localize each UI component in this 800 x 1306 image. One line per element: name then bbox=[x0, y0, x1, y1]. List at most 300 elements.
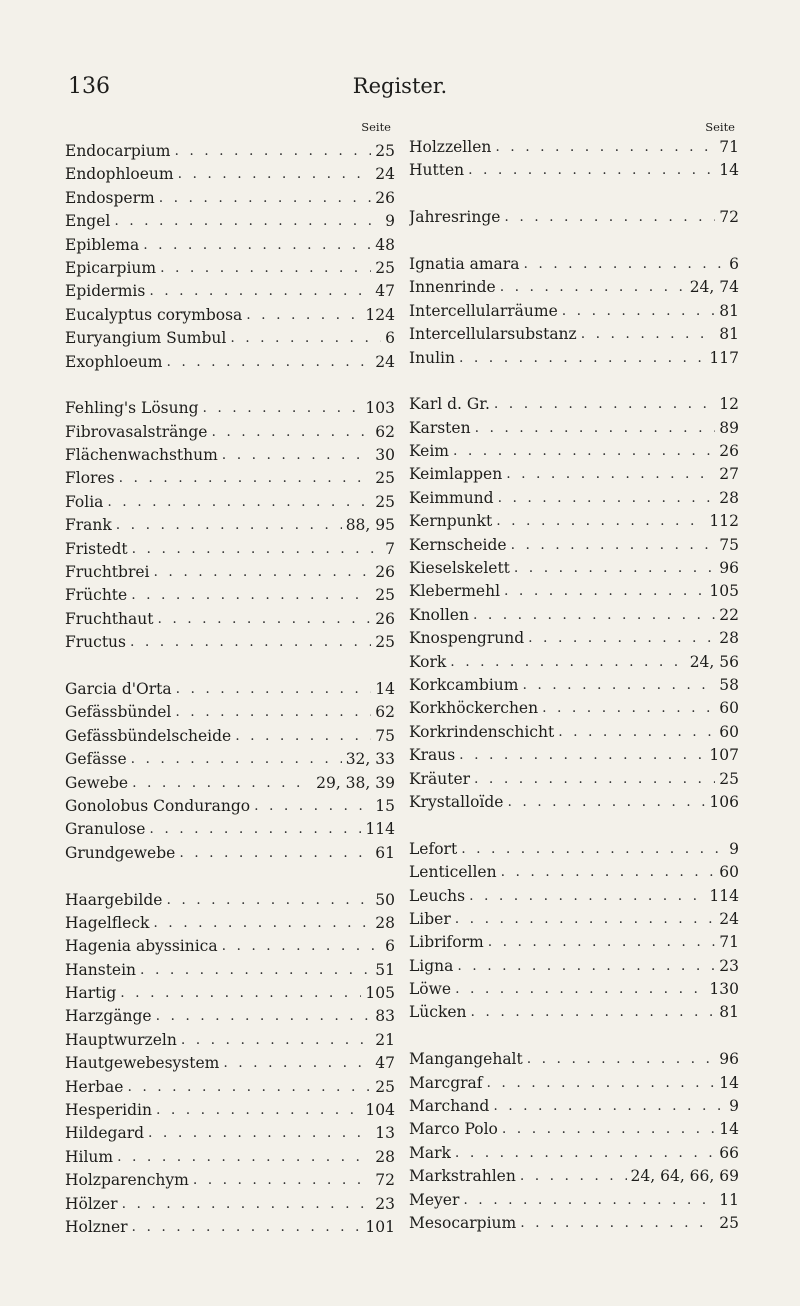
page-reference: 62 bbox=[375, 422, 395, 441]
group-spacer bbox=[409, 814, 739, 837]
page-reference: 83 bbox=[375, 1007, 395, 1026]
index-term: Exophloeum bbox=[65, 352, 163, 371]
index-term: Hartig bbox=[65, 984, 117, 1003]
index-term: Krystalloïde bbox=[409, 792, 504, 811]
index-term: Mangangehalt bbox=[409, 1050, 523, 1069]
index-entry bbox=[65, 491, 395, 514]
page-reference: 104 bbox=[365, 1101, 395, 1120]
index-entry bbox=[409, 978, 739, 1001]
dot-leader bbox=[469, 604, 715, 627]
index-term: Mark bbox=[409, 1143, 451, 1162]
index-term: Mesocarpium bbox=[409, 1213, 517, 1232]
index-entry bbox=[409, 674, 739, 697]
dot-leader bbox=[471, 417, 716, 440]
dot-leader bbox=[470, 768, 715, 791]
dot-leader bbox=[455, 347, 705, 370]
index-term: Hildegard bbox=[65, 1124, 145, 1143]
index-entry bbox=[65, 959, 395, 982]
index-entry bbox=[409, 253, 739, 276]
dot-leader bbox=[518, 674, 715, 697]
page-reference: 114 bbox=[709, 886, 739, 905]
dot-leader bbox=[483, 1072, 716, 1095]
dot-leader bbox=[145, 818, 361, 841]
dot-leader bbox=[128, 1216, 362, 1239]
dot-leader bbox=[153, 608, 371, 631]
index-entry bbox=[65, 842, 395, 865]
index-term: Liber bbox=[409, 909, 451, 928]
index-entry bbox=[65, 748, 395, 771]
index-entry bbox=[65, 1122, 395, 1145]
index-entry bbox=[65, 467, 395, 490]
index-term: Korkhöckerchen bbox=[409, 699, 539, 718]
index-term: Herbae bbox=[65, 1077, 124, 1096]
page-reference: 24 bbox=[375, 165, 395, 184]
index-term: Kräuter bbox=[409, 769, 471, 788]
page-reference: 21 bbox=[375, 1030, 395, 1049]
index-term: Granulose bbox=[65, 820, 146, 839]
dot-leader bbox=[467, 1001, 716, 1024]
index-entry bbox=[65, 912, 395, 935]
dot-leader bbox=[115, 467, 372, 490]
index-entry bbox=[65, 795, 395, 818]
index-entry bbox=[409, 206, 739, 229]
index-entry bbox=[409, 627, 739, 650]
page-reference: 13 bbox=[375, 1124, 395, 1143]
index-entry bbox=[409, 417, 739, 440]
index-term: Markstrahlen bbox=[409, 1167, 516, 1186]
page-reference: 23 bbox=[375, 1194, 395, 1213]
page-reference: 112 bbox=[709, 512, 739, 531]
dot-leader bbox=[250, 795, 371, 818]
dot-leader bbox=[127, 748, 342, 771]
index-entry bbox=[65, 631, 395, 654]
page-reference: 25 bbox=[719, 769, 739, 788]
index-term: Meyer bbox=[409, 1190, 460, 1209]
index-term: Kraus bbox=[409, 746, 456, 765]
index-term: Fruchtbrei bbox=[65, 563, 150, 582]
dot-leader bbox=[171, 701, 371, 724]
index-entry bbox=[65, 397, 395, 420]
dot-leader bbox=[103, 491, 371, 514]
index-entry bbox=[65, 187, 395, 210]
page-reference: 22 bbox=[719, 605, 739, 624]
page-reference: 105 bbox=[365, 984, 395, 1003]
index-term: Keimmund bbox=[409, 488, 494, 507]
index-term: Gefässe bbox=[65, 750, 127, 769]
dot-leader bbox=[149, 912, 371, 935]
page-reference: 25 bbox=[375, 142, 395, 160]
index-entry bbox=[65, 1169, 395, 1192]
index-term: Jahresringe bbox=[409, 208, 501, 227]
index-entry bbox=[65, 163, 395, 186]
index-term: Flächenwachsthum bbox=[65, 446, 218, 465]
dot-leader bbox=[126, 631, 371, 654]
index-entry bbox=[409, 651, 739, 674]
page-reference: 14 bbox=[719, 1073, 739, 1092]
page-reference: 66 bbox=[719, 1143, 739, 1162]
index-entry bbox=[409, 1095, 739, 1118]
index-entry bbox=[409, 347, 739, 370]
index-term: Inulin bbox=[409, 348, 455, 367]
dot-leader bbox=[497, 861, 716, 884]
dot-leader bbox=[538, 697, 715, 720]
dot-leader bbox=[150, 561, 372, 584]
index-entry bbox=[409, 885, 739, 908]
dot-leader bbox=[453, 955, 715, 978]
index-entry bbox=[409, 557, 739, 580]
page-number: 136 bbox=[68, 74, 110, 99]
group-spacer bbox=[65, 655, 395, 678]
index-entry bbox=[409, 744, 739, 767]
page-reference: 72 bbox=[719, 208, 739, 227]
index-term: Gewebe bbox=[65, 773, 129, 792]
index-entry bbox=[65, 1193, 395, 1216]
index-term: Folia bbox=[65, 492, 104, 511]
index-term: Fibrovasalstränge bbox=[65, 422, 208, 441]
index-entry bbox=[65, 304, 395, 327]
index-entry bbox=[65, 1076, 395, 1099]
index-term: Marco Polo bbox=[409, 1120, 498, 1139]
dot-leader bbox=[123, 1076, 371, 1099]
index-term: Innenrinde bbox=[409, 278, 496, 297]
index-term: Engel bbox=[65, 212, 111, 231]
index-term: Kieselskelett bbox=[409, 559, 510, 578]
dot-leader bbox=[492, 510, 705, 533]
index-term: Knollen bbox=[409, 605, 469, 624]
dot-leader bbox=[127, 584, 371, 607]
page-reference: 29, 38, 39 bbox=[316, 773, 395, 792]
index-term: Gefässbündel bbox=[65, 703, 172, 722]
index-entry bbox=[65, 514, 395, 537]
page-reference: 9 bbox=[729, 839, 739, 858]
index-entry bbox=[409, 534, 739, 557]
index-term: Libriform bbox=[409, 933, 484, 952]
index-entry bbox=[65, 772, 395, 795]
index-term: Gonolobus Condurango bbox=[65, 796, 251, 815]
dot-leader bbox=[199, 397, 362, 420]
dot-leader bbox=[242, 304, 361, 327]
page-reference: 26 bbox=[375, 563, 395, 582]
index-term: Eucalyptus corymbosa bbox=[65, 305, 243, 324]
index-entry bbox=[65, 701, 395, 724]
page-reference: 48 bbox=[375, 235, 395, 254]
page-reference: 23 bbox=[719, 956, 739, 975]
index-term: Holzner bbox=[65, 1217, 128, 1236]
index-entry bbox=[409, 1072, 739, 1095]
page-reference: 25 bbox=[375, 633, 395, 652]
dot-leader bbox=[490, 393, 715, 416]
page-reference: 75 bbox=[719, 535, 739, 554]
index-term: Hölzer bbox=[65, 1194, 118, 1213]
index-term: Korkcambium bbox=[409, 675, 519, 694]
dot-leader bbox=[116, 982, 361, 1005]
index-entry bbox=[65, 1099, 395, 1122]
index-term: Intercellularräume bbox=[409, 301, 558, 320]
dot-leader bbox=[175, 842, 371, 865]
dot-leader bbox=[139, 234, 371, 257]
dot-leader bbox=[484, 931, 716, 954]
index-term: Hilum bbox=[65, 1147, 114, 1166]
index-term: Grundgewebe bbox=[65, 843, 176, 862]
dot-leader bbox=[110, 210, 381, 233]
dot-leader bbox=[524, 627, 715, 650]
index-term: Hutten bbox=[409, 161, 465, 180]
dot-leader bbox=[451, 1142, 715, 1165]
column-head-seite: Seite bbox=[361, 120, 391, 134]
dot-leader bbox=[172, 678, 372, 701]
dot-leader bbox=[523, 1048, 716, 1071]
index-term: Fructus bbox=[65, 633, 126, 652]
page-reference: 6 bbox=[729, 254, 739, 273]
index-term: Ligna bbox=[409, 956, 454, 975]
page-reference: 26 bbox=[719, 442, 739, 461]
dot-leader bbox=[558, 300, 715, 323]
dot-leader bbox=[128, 538, 381, 561]
dot-leader bbox=[113, 1146, 371, 1169]
page-reference: 60 bbox=[719, 699, 739, 718]
page-reference: 28 bbox=[375, 913, 395, 932]
dot-leader bbox=[144, 1122, 371, 1145]
dot-leader bbox=[112, 514, 342, 537]
page-reference: 60 bbox=[719, 863, 739, 882]
index-entry bbox=[409, 697, 739, 720]
dot-leader bbox=[118, 1193, 372, 1216]
index-term: Korkrindenschicht bbox=[409, 722, 555, 741]
index-entry bbox=[409, 300, 739, 323]
page-reference: 47 bbox=[375, 1054, 395, 1073]
index-entry bbox=[65, 889, 395, 912]
dot-leader bbox=[500, 580, 705, 603]
index-entry bbox=[409, 393, 739, 416]
page-reference: 107 bbox=[709, 746, 739, 765]
dot-leader bbox=[155, 187, 372, 210]
index-term: Hesperidin bbox=[65, 1101, 152, 1120]
page-reference: 28 bbox=[719, 629, 739, 648]
index-term: Marcgraf bbox=[409, 1073, 483, 1092]
index-entry bbox=[409, 463, 739, 486]
index-entry bbox=[409, 276, 739, 299]
index-entry bbox=[65, 725, 395, 748]
page-reference: 14 bbox=[719, 161, 739, 180]
index-term: Früchte bbox=[65, 586, 128, 605]
index-term: Flores bbox=[65, 469, 115, 488]
index-entry bbox=[65, 140, 395, 163]
page-reference: 12 bbox=[719, 395, 739, 414]
group-spacer bbox=[65, 374, 395, 397]
index-term: Keimlappen bbox=[409, 465, 503, 484]
page-reference: 114 bbox=[365, 820, 395, 839]
index-entry bbox=[409, 1118, 739, 1141]
page-reference: 62 bbox=[375, 703, 395, 722]
page-reference: 6 bbox=[385, 937, 395, 956]
dot-leader bbox=[519, 253, 725, 276]
index-entry bbox=[409, 1142, 739, 1165]
index-entry bbox=[65, 1146, 395, 1169]
index-entry bbox=[65, 608, 395, 631]
page-reference: 101 bbox=[365, 1217, 395, 1236]
index-entry bbox=[65, 280, 395, 303]
page-reference: 61 bbox=[375, 843, 395, 862]
index-entry bbox=[409, 580, 739, 603]
dot-leader bbox=[554, 721, 715, 744]
dot-leader bbox=[231, 725, 371, 748]
page-reference: 51 bbox=[375, 960, 395, 979]
index-entry bbox=[65, 561, 395, 584]
index-entry bbox=[409, 1165, 739, 1188]
index-term: Kork bbox=[409, 652, 447, 671]
dot-leader bbox=[451, 908, 716, 931]
page-reference: 105 bbox=[709, 582, 739, 601]
dot-leader bbox=[491, 136, 715, 159]
index-entry bbox=[409, 955, 739, 978]
page-reference: 25 bbox=[375, 258, 395, 277]
dot-leader bbox=[170, 140, 371, 163]
index-term: Klebermehl bbox=[409, 582, 501, 601]
page-reference: 25 bbox=[375, 492, 395, 511]
dot-leader bbox=[219, 1052, 371, 1075]
index-entry bbox=[409, 861, 739, 884]
index-term: Holzzellen bbox=[409, 138, 492, 156]
index-term: Keim bbox=[409, 442, 449, 461]
index-entry bbox=[65, 1005, 395, 1028]
page-reference: 11 bbox=[719, 1190, 739, 1209]
dot-leader bbox=[502, 463, 715, 486]
dot-leader bbox=[174, 163, 372, 186]
page-reference: 25 bbox=[719, 1213, 739, 1232]
index-entry bbox=[65, 1052, 395, 1075]
page-reference: 27 bbox=[719, 465, 739, 484]
index-term: Kernscheide bbox=[409, 535, 507, 554]
dot-leader bbox=[507, 534, 716, 557]
group-spacer bbox=[409, 1025, 739, 1048]
index-entry bbox=[65, 351, 395, 374]
index-term: Holzparenchym bbox=[65, 1171, 189, 1190]
page-reference: 25 bbox=[375, 586, 395, 605]
index-term: Haargebilde bbox=[65, 890, 163, 909]
index-term: Karl d. Gr. bbox=[409, 395, 490, 414]
dot-leader bbox=[177, 1029, 371, 1052]
dot-leader bbox=[496, 276, 686, 299]
index-entry bbox=[65, 234, 395, 257]
page-reference: 124 bbox=[365, 305, 395, 324]
index-entry bbox=[65, 444, 395, 467]
column-head-seite: Seite bbox=[705, 120, 735, 134]
index-entry bbox=[409, 604, 739, 627]
index-term: Euryangium Sumbul bbox=[65, 329, 227, 348]
index-entry bbox=[409, 1189, 739, 1212]
page-reference: 81 bbox=[719, 301, 739, 320]
index-entry bbox=[409, 136, 739, 159]
page-reference: 81 bbox=[719, 325, 739, 344]
index-term: Epidermis bbox=[65, 282, 146, 301]
index-term: Ignatia amara bbox=[409, 254, 520, 273]
index-term: Endosperm bbox=[65, 188, 155, 207]
page-reference: 7 bbox=[385, 539, 395, 558]
page-reference: 30 bbox=[375, 446, 395, 465]
index-term: Hanstein bbox=[65, 960, 137, 979]
page-reference: 9 bbox=[729, 1097, 739, 1116]
dot-leader bbox=[503, 791, 705, 814]
index-entry bbox=[409, 768, 739, 791]
dot-leader bbox=[464, 159, 715, 182]
page-reference: 24 bbox=[375, 352, 395, 371]
index-term: Lücken bbox=[409, 1003, 467, 1022]
index-term: Knospengrund bbox=[409, 629, 525, 648]
page-reference: 81 bbox=[719, 1003, 739, 1022]
page-reference: 9 bbox=[385, 212, 395, 231]
index-entry bbox=[409, 159, 739, 182]
index-term: Hagenia abyssinica bbox=[65, 937, 218, 956]
page-reference: 89 bbox=[719, 418, 739, 437]
index-term: Karsten bbox=[409, 418, 471, 437]
index-entry bbox=[409, 1048, 739, 1071]
dot-leader bbox=[465, 885, 705, 908]
page-reference: 25 bbox=[375, 1077, 395, 1096]
index-entry bbox=[409, 791, 739, 814]
index-term: Fehling's Lösung bbox=[65, 399, 199, 418]
dot-leader bbox=[218, 935, 382, 958]
index-term: Lenticellen bbox=[409, 863, 497, 882]
dot-leader bbox=[494, 487, 716, 510]
dot-leader bbox=[128, 772, 312, 795]
index-entry bbox=[65, 1216, 395, 1239]
index-term: Hautgewebesystem bbox=[65, 1054, 220, 1073]
page-reference: 75 bbox=[375, 726, 395, 745]
page-reference: 25 bbox=[375, 469, 395, 488]
index-entry bbox=[65, 421, 395, 444]
dot-leader bbox=[136, 959, 371, 982]
index-entry bbox=[65, 1029, 395, 1052]
dot-leader bbox=[516, 1212, 715, 1235]
index-term: Epicarpium bbox=[65, 258, 157, 277]
dot-leader bbox=[489, 1095, 725, 1118]
index-entry bbox=[409, 838, 739, 861]
index-term: Intercellularsubstanz bbox=[409, 325, 577, 344]
index-entry bbox=[65, 584, 395, 607]
dot-leader bbox=[510, 557, 715, 580]
page-reference: 96 bbox=[719, 559, 739, 578]
page-reference: 71 bbox=[719, 933, 739, 952]
index-term: Hauptwurzeln bbox=[65, 1030, 177, 1049]
page-reference: 72 bbox=[375, 1171, 395, 1190]
index-entry bbox=[65, 327, 395, 350]
index-term: Löwe bbox=[409, 980, 452, 999]
index-term: Fruchthaut bbox=[65, 609, 154, 628]
index-term: Frank bbox=[65, 516, 112, 535]
index-entry bbox=[409, 931, 739, 954]
group-spacer bbox=[409, 230, 739, 253]
index-entry bbox=[409, 323, 739, 346]
page-reference: 28 bbox=[375, 1147, 395, 1166]
dot-leader bbox=[156, 257, 371, 280]
index-term: Leuchs bbox=[409, 886, 466, 905]
page-reference: 96 bbox=[719, 1050, 739, 1069]
page-reference: 32, 33 bbox=[345, 750, 395, 769]
dot-leader bbox=[145, 280, 371, 303]
dot-leader bbox=[500, 206, 715, 229]
index-term: Endocarpium bbox=[65, 142, 171, 160]
dot-leader bbox=[152, 1099, 361, 1122]
dot-leader bbox=[455, 744, 705, 767]
page-reference: 24, 56 bbox=[689, 652, 739, 671]
page-reference: 24, 64, 66, 69 bbox=[630, 1167, 739, 1186]
index-entry bbox=[65, 678, 395, 701]
dot-leader bbox=[152, 1005, 372, 1028]
page-reference: 26 bbox=[375, 609, 395, 628]
dot-leader bbox=[162, 889, 371, 912]
dot-leader bbox=[457, 838, 725, 861]
page-reference: 47 bbox=[375, 282, 395, 301]
